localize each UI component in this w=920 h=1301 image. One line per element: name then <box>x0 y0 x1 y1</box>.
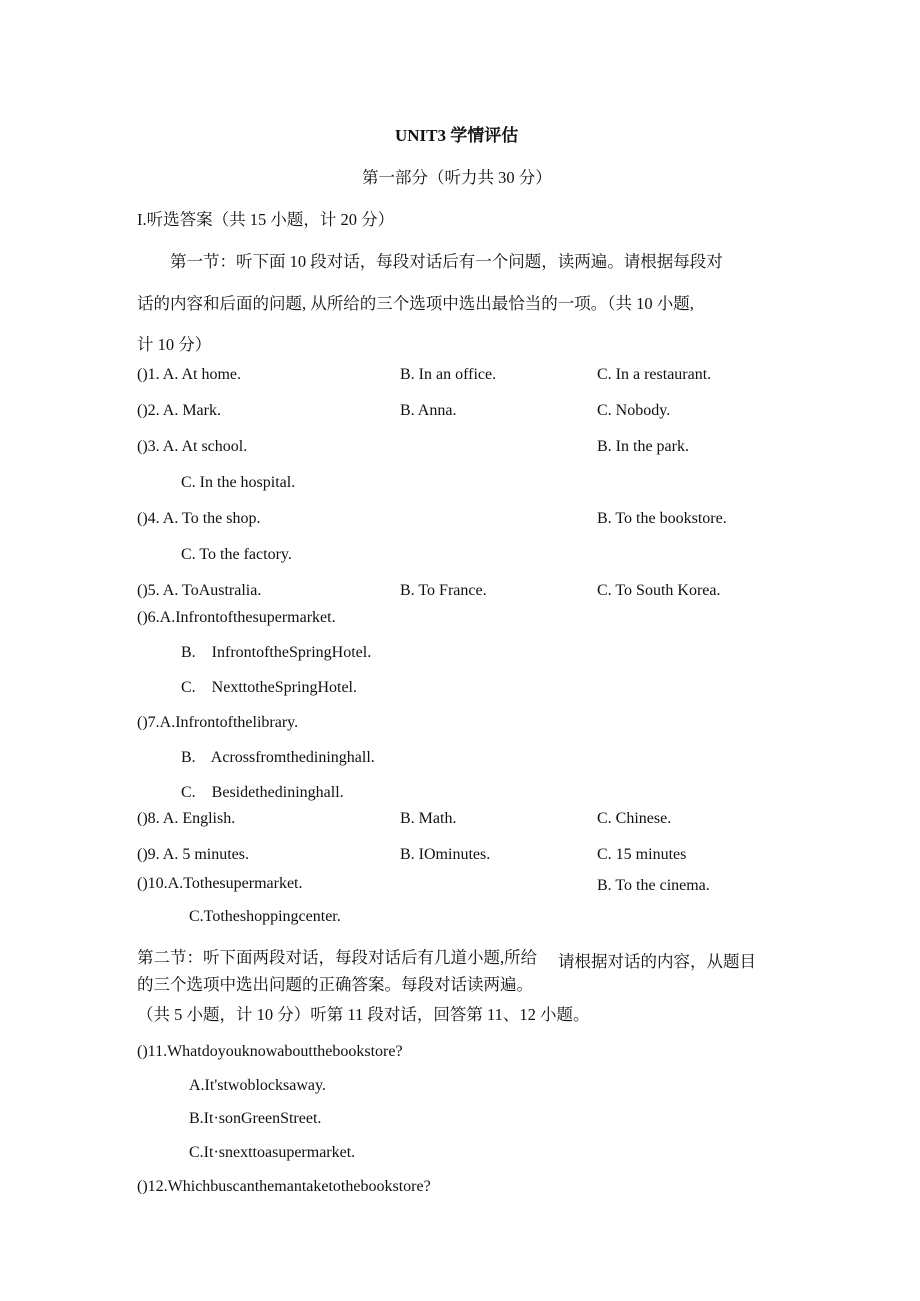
question-5-stem: ()5. A. ToAustralia. <box>137 582 262 599</box>
question-3-option-c: C. In the hospital. <box>181 474 296 491</box>
instruction-line: 计 10 分） <box>137 335 212 354</box>
question-5-option-b: B. To France. <box>400 582 487 599</box>
question-8-option-b: B. Math. <box>400 810 457 827</box>
question-1-option-c: C. In a restaurant. <box>597 366 712 383</box>
instruction-line: 第一节：听下面 10 段对话，每段对话后有一个问题，读两遍。请根据每段对 <box>170 252 723 271</box>
question-3-option-b: B. In the park. <box>597 438 689 455</box>
question-4-option-b: B. To the bookstore. <box>597 510 727 527</box>
question-6-option-b: B. InfrontoftheSpringHotel. <box>181 644 372 661</box>
question-9-stem: ()9. A. 5 minutes. <box>137 846 249 863</box>
question-11-option-a: A.It'stwoblocksaway. <box>189 1077 326 1094</box>
question-7-stem: ()7.A.Infrontofthelibrary. <box>137 714 299 731</box>
question-10-stem: ()10.A.Tothesupermarket. <box>137 875 303 892</box>
question-6-option-c: C. NexttotheSpringHotel. <box>181 679 357 696</box>
question-6-stem: ()6.A.Infrontofthesupermarket. <box>137 609 336 626</box>
question-4-option-c: C. To the factory. <box>181 546 292 563</box>
question-11-option-b: B.It·sonGreenStreet. <box>189 1110 322 1127</box>
question-12-stem: ()12.Whichbuscanthemantaketothebookstore? <box>137 1178 431 1195</box>
question-9-option-c: C. 15 minutes <box>597 846 687 863</box>
question-10-option-b: B. To the cinema. <box>597 877 710 894</box>
question-2-stem: ()2. A. Mark. <box>137 402 221 419</box>
section2-instruction-line: 请根据对话的内容，从题目 <box>558 952 756 971</box>
question-8-stem: ()8. A. English. <box>137 810 236 827</box>
section-heading: I.听选答案（共 15 小题，计 20 分） <box>137 210 395 229</box>
section2-instruction-line: （共 5 小题，计 10 分）听第 11 段对话，回答第 11、12 小题。 <box>137 1005 590 1024</box>
question-11-option-c: C.It·snexttoasupermarket. <box>189 1144 356 1161</box>
question-9-option-b: B. IOminutes. <box>400 846 491 863</box>
instruction-line: 话的内容和后面的问题, 从所给的三个选项中选出最恰当的一项。（共 10 小题, <box>137 294 694 313</box>
part-heading: 第一部分（听力共 30 分） <box>362 168 552 187</box>
question-4-stem: ()4. A. To the shop. <box>137 510 261 527</box>
question-1-option-b: B. In an office. <box>400 366 497 383</box>
question-2-option-b: B. Anna. <box>400 402 457 419</box>
page-title: UNIT3 学情评估 <box>395 126 519 145</box>
question-5-option-c: C. To South Korea. <box>597 582 721 599</box>
question-8-option-c: C. Chinese. <box>597 810 672 827</box>
section2-instruction-line: 第二节：听下面两段对话，每段对话后有几道小题,所给 <box>137 948 538 967</box>
question-10-option-c: C.Totheshoppingcenter. <box>189 908 341 925</box>
question-11-stem: ()11.Whatdoyouknowaboutthebookstore? <box>137 1043 403 1060</box>
section2-instruction-line: 的三个选项中选出问题的正确答案。每段对话读两遍。 <box>137 975 533 994</box>
question-7-option-b: B. Acrossfromthedininghall. <box>181 749 375 766</box>
question-1-stem: ()1. A. At home. <box>137 366 241 383</box>
question-7-option-c: C. Besidethedininghall. <box>181 784 344 801</box>
question-3-stem: ()3. A. At school. <box>137 438 248 455</box>
question-2-option-c: C. Nobody. <box>597 402 671 419</box>
